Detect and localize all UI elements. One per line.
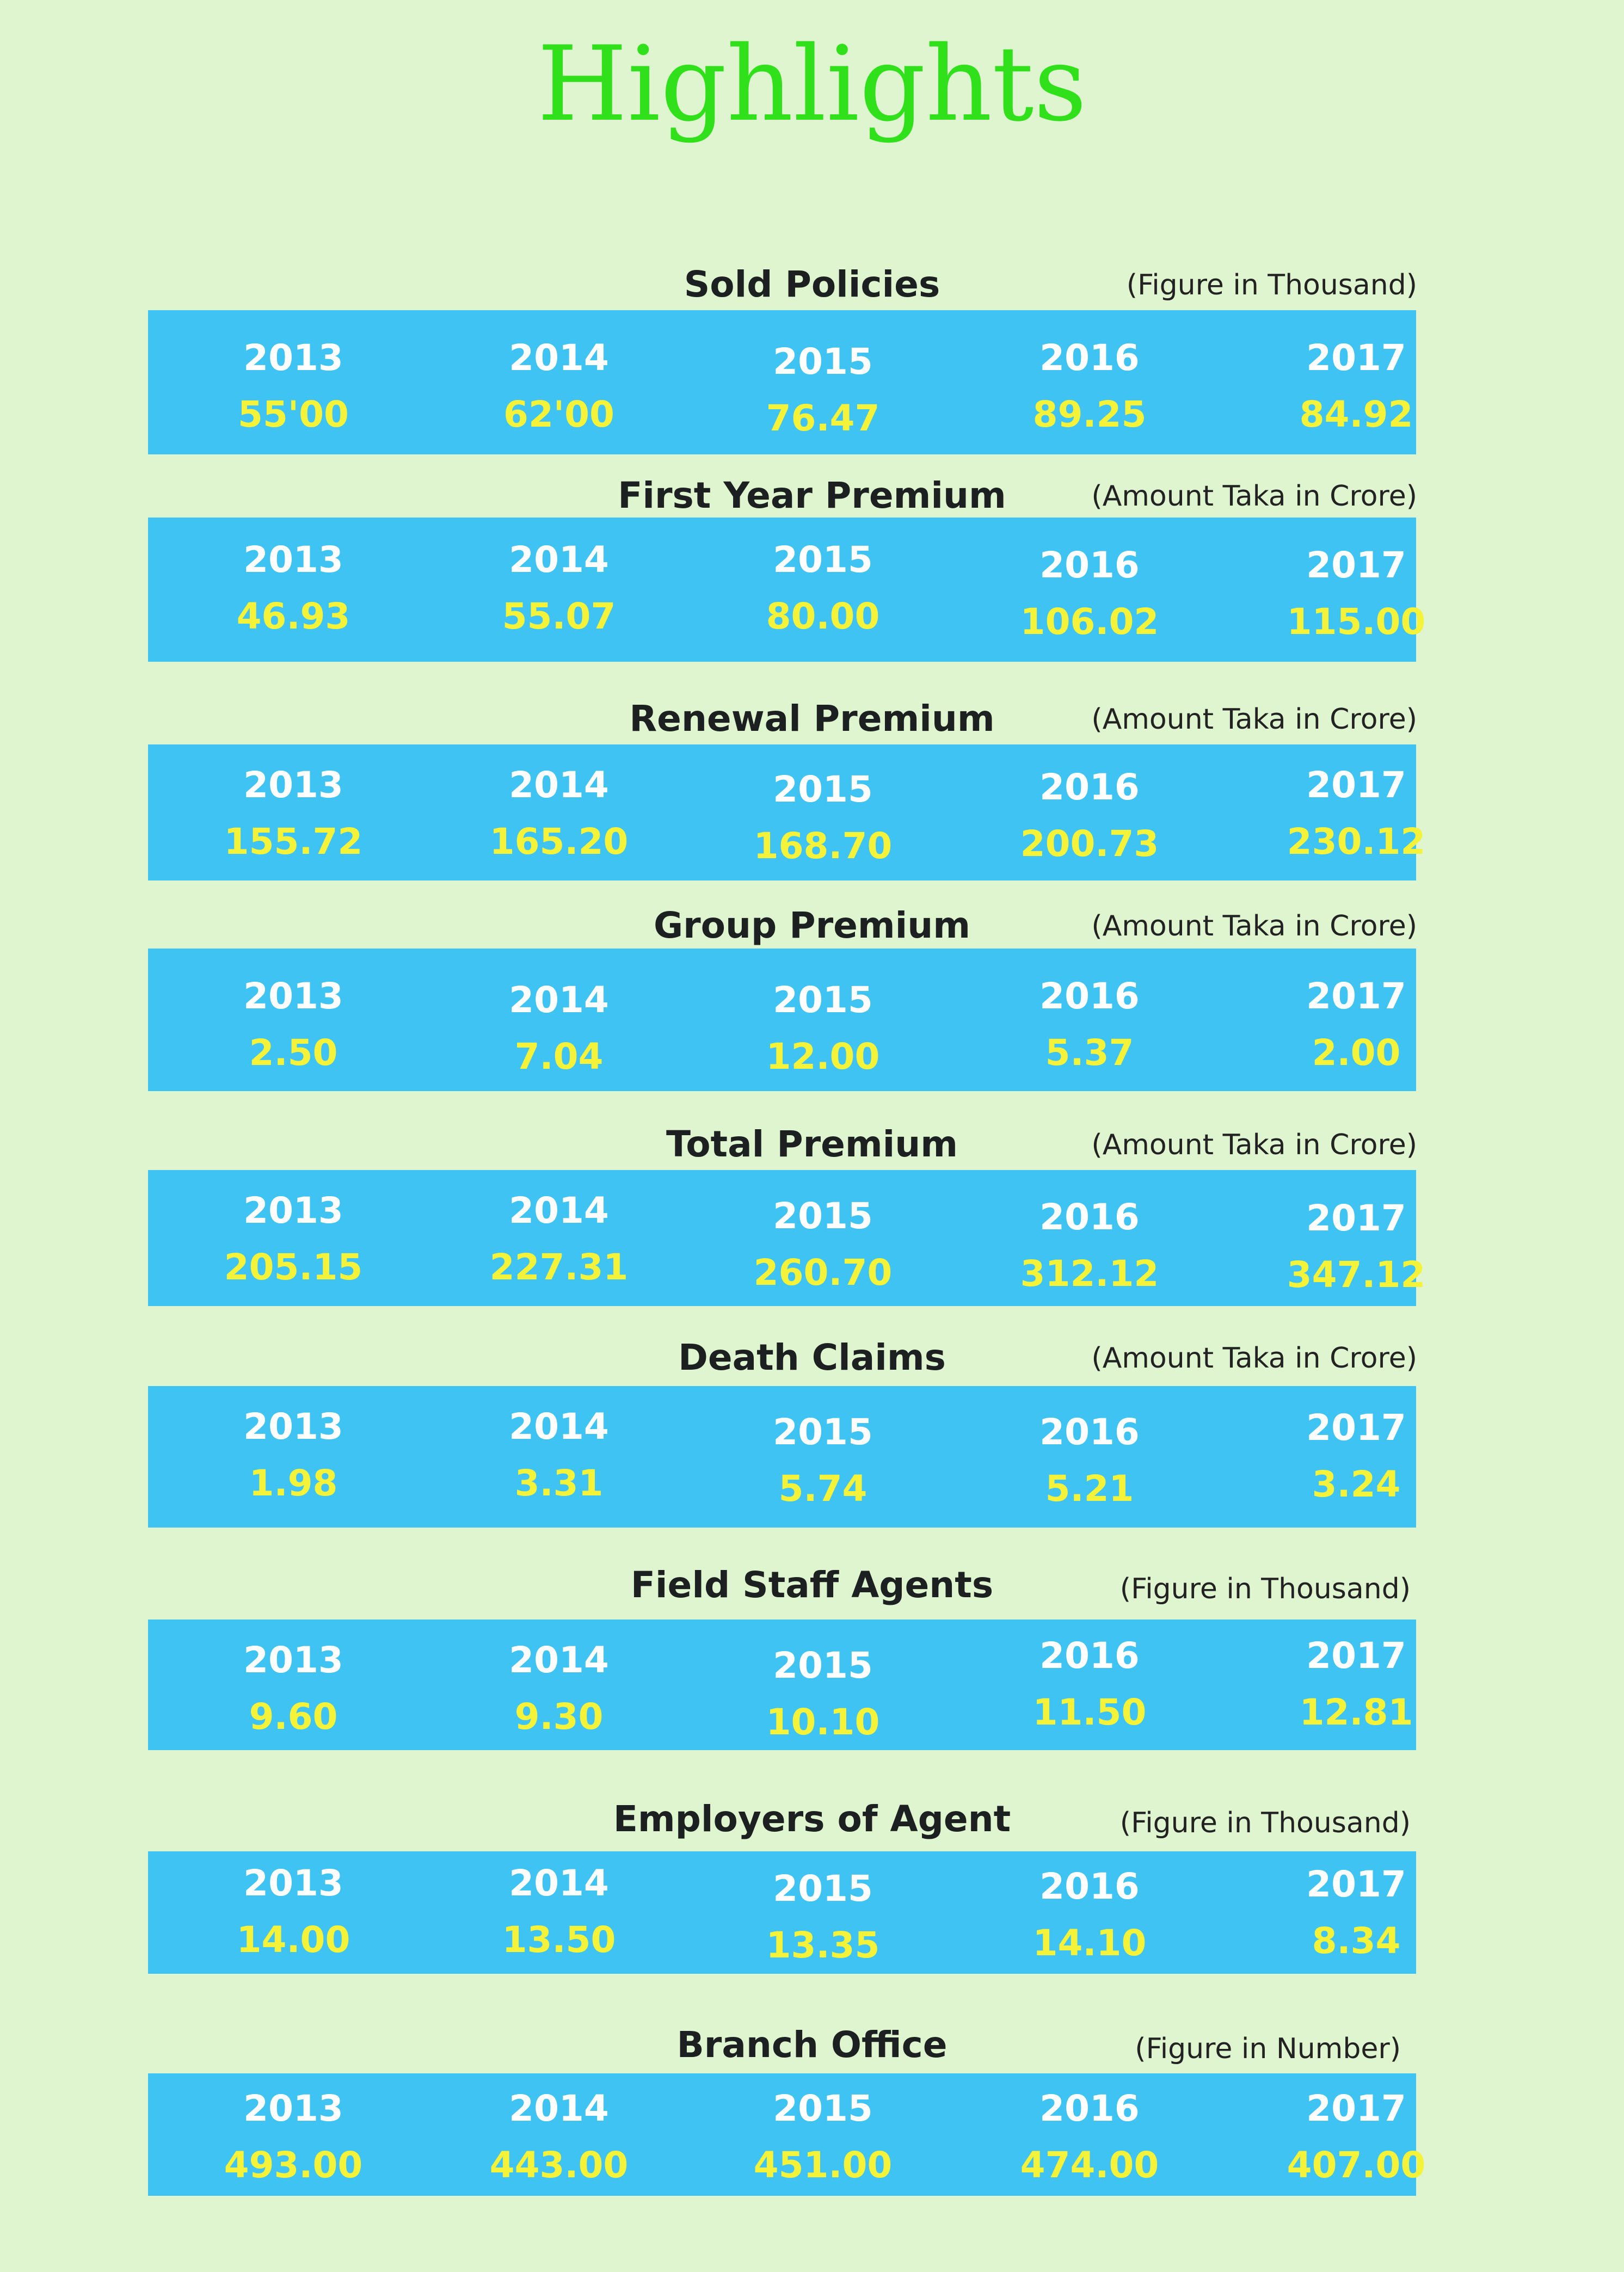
year-value: 62'00 xyxy=(503,393,614,435)
data-cell-2017 xyxy=(1247,1863,1465,1962)
year-value: 115.00 xyxy=(1287,601,1426,643)
data-band xyxy=(148,2073,1426,2196)
section-unit: (Amount Taka in Crore) xyxy=(1091,1342,1417,1375)
year-value: 5.21 xyxy=(1045,1468,1134,1510)
year-label: 2016 xyxy=(1039,1635,1140,1677)
year-label: 2016 xyxy=(1039,337,1140,379)
year-label: 2013 xyxy=(243,1190,343,1232)
data-cell-2014 xyxy=(450,1406,668,1504)
year-label: 2017 xyxy=(1306,2088,1406,2129)
year-value: 312.12 xyxy=(1020,1253,1159,1295)
section-heading: Employers of Agent xyxy=(613,1798,1011,1840)
data-cell-2013 xyxy=(184,1862,402,1961)
year-label: 2016 xyxy=(1039,544,1140,586)
year-value: 9.60 xyxy=(249,1696,338,1738)
year-value: 14.00 xyxy=(236,1919,350,1961)
section-unit: (Figure in Number) xyxy=(1135,2033,1401,2065)
year-label: 2015 xyxy=(773,539,873,581)
year-label: 2016 xyxy=(1039,975,1140,1017)
section-heading: Group Premium xyxy=(653,904,971,946)
data-cell-2014 xyxy=(450,1639,668,1738)
data-cell-2016 xyxy=(981,766,1198,865)
section-heading: Field Staff Agents xyxy=(630,1564,994,1606)
year-label: 2014 xyxy=(509,1639,609,1681)
year-label: 2014 xyxy=(509,1406,609,1448)
data-cell-2015 xyxy=(714,979,932,1077)
data-band xyxy=(148,518,1426,662)
data-cell-2016 xyxy=(981,544,1198,643)
data-cell-2016 xyxy=(981,1635,1198,1733)
section-unit: (Figure in Thousand) xyxy=(1119,1573,1411,1605)
year-value: 8.34 xyxy=(1312,1920,1401,1962)
year-value: 347.12 xyxy=(1287,1254,1426,1296)
year-label: 2014 xyxy=(509,539,609,581)
year-label: 2013 xyxy=(243,764,343,806)
year-value: 200.73 xyxy=(1020,823,1159,865)
year-value: 205.15 xyxy=(224,1246,363,1288)
year-label: 2013 xyxy=(243,337,343,379)
year-value: 5.37 xyxy=(1045,1032,1134,1074)
section-unit: (Amount Taka in Crore) xyxy=(1091,703,1417,736)
data-cell-2017 xyxy=(1247,975,1465,1074)
year-value: 7.04 xyxy=(514,1036,604,1077)
year-label: 2015 xyxy=(773,2088,873,2129)
section-heading: Renewal Premium xyxy=(629,698,995,740)
year-value: 230.12 xyxy=(1287,821,1426,863)
year-value: 10.10 xyxy=(766,1701,880,1743)
year-label: 2017 xyxy=(1306,1635,1406,1677)
year-value: 2.00 xyxy=(1312,1032,1401,1074)
year-value: 9.30 xyxy=(514,1696,604,1738)
year-label: 2016 xyxy=(1039,1196,1140,1238)
data-cell-2014 xyxy=(450,979,668,1077)
year-value: 155.72 xyxy=(224,821,363,863)
year-label: 2015 xyxy=(773,979,873,1021)
data-cell-2015 xyxy=(714,341,932,439)
year-label: 2016 xyxy=(1039,2088,1140,2129)
year-label: 2017 xyxy=(1306,1407,1406,1449)
year-value: 84.92 xyxy=(1299,393,1413,435)
section-unit: (Figure in Thousand) xyxy=(1119,1807,1411,1839)
year-value: 5.74 xyxy=(778,1468,868,1510)
data-cell-2013 xyxy=(184,539,402,637)
section-heading: First Year Premium xyxy=(618,475,1006,516)
data-cell-2015 xyxy=(714,1868,932,1966)
year-label: 2015 xyxy=(773,1195,873,1237)
year-label: 2016 xyxy=(1039,1411,1140,1453)
year-label: 2013 xyxy=(243,2088,343,2129)
data-cell-2015 xyxy=(714,539,932,637)
year-value: 14.10 xyxy=(1032,1922,1147,1964)
year-value: 89.25 xyxy=(1032,393,1147,435)
year-label: 2016 xyxy=(1039,1865,1140,1907)
year-label: 2013 xyxy=(243,975,343,1017)
data-cell-2017 xyxy=(1247,337,1465,435)
data-cell-2013 xyxy=(184,337,402,435)
data-cell-2014 xyxy=(450,764,668,863)
data-band xyxy=(148,310,1416,454)
year-label: 2014 xyxy=(509,337,609,379)
data-cell-2017 xyxy=(1247,1407,1465,1505)
year-value: 76.47 xyxy=(766,397,880,439)
data-cell-2017 xyxy=(1247,1197,1465,1296)
page-title: Highlights xyxy=(537,24,1087,144)
data-cell-2013 xyxy=(184,1190,402,1288)
data-cell-2014 xyxy=(450,1190,668,1288)
data-band xyxy=(148,744,1426,881)
year-value: 11.50 xyxy=(1032,1691,1147,1733)
data-band xyxy=(148,1170,1426,1306)
year-label: 2015 xyxy=(773,1645,873,1686)
year-value: 12.00 xyxy=(766,1036,880,1077)
data-cell-2017 xyxy=(1247,2088,1465,2186)
year-value: 13.35 xyxy=(766,1924,880,1966)
year-label: 2013 xyxy=(243,539,343,581)
section-unit: (Amount Taka in Crore) xyxy=(1091,910,1417,943)
year-value: 260.70 xyxy=(753,1252,893,1294)
year-value: 443.00 xyxy=(489,2144,629,2186)
year-value: 493.00 xyxy=(224,2144,363,2186)
data-cell-2017 xyxy=(1247,1635,1465,1733)
data-band xyxy=(148,949,1416,1091)
data-cell-2014 xyxy=(450,2088,668,2186)
data-cell-2013 xyxy=(184,975,402,1074)
year-value: 13.50 xyxy=(502,1919,616,1961)
year-label: 2014 xyxy=(509,979,609,1021)
year-label: 2013 xyxy=(243,1862,343,1904)
data-cell-2014 xyxy=(450,539,668,637)
data-cell-2015 xyxy=(714,1645,932,1743)
data-cell-2013 xyxy=(184,1406,402,1504)
year-label: 2017 xyxy=(1306,544,1406,586)
year-label: 2017 xyxy=(1306,1197,1406,1239)
year-label: 2017 xyxy=(1306,337,1406,379)
year-label: 2015 xyxy=(773,1411,873,1453)
data-cell-2015 xyxy=(714,1411,932,1510)
year-value: 46.93 xyxy=(236,595,350,637)
year-label: 2015 xyxy=(773,1868,873,1910)
year-value: 451.00 xyxy=(753,2144,893,2186)
year-value: 1.98 xyxy=(249,1462,338,1504)
year-label: 2015 xyxy=(773,768,873,810)
data-cell-2013 xyxy=(184,2088,402,2186)
section-unit: (Figure in Thousand) xyxy=(1126,269,1417,301)
year-label: 2013 xyxy=(243,1406,343,1448)
section-unit: (Amount Taka in Crore) xyxy=(1091,480,1417,513)
year-value: 2.50 xyxy=(249,1032,338,1074)
data-cell-2015 xyxy=(714,768,932,867)
year-value: 165.20 xyxy=(489,821,629,863)
data-band xyxy=(148,1851,1416,1974)
year-label: 2014 xyxy=(509,1862,609,1904)
year-label: 2014 xyxy=(509,764,609,806)
year-value: 474.00 xyxy=(1020,2144,1159,2186)
year-value: 3.24 xyxy=(1312,1463,1401,1505)
data-cell-2016 xyxy=(981,2088,1198,2186)
data-cell-2017 xyxy=(1247,764,1465,863)
year-value: 227.31 xyxy=(489,1246,629,1288)
year-label: 2013 xyxy=(243,1639,343,1681)
section-unit: (Amount Taka in Crore) xyxy=(1091,1129,1417,1161)
year-label: 2014 xyxy=(509,2088,609,2129)
section-heading: Sold Policies xyxy=(684,263,940,305)
data-band xyxy=(148,1620,1416,1750)
year-value: 3.31 xyxy=(514,1462,604,1504)
year-label: 2017 xyxy=(1306,975,1406,1017)
data-cell-2016 xyxy=(981,1865,1198,1964)
data-cell-2015 xyxy=(714,1195,932,1294)
section-heading: Death Claims xyxy=(678,1337,946,1378)
section-heading: Branch Office xyxy=(676,2024,948,2066)
data-cell-2013 xyxy=(184,764,402,863)
year-label: 2015 xyxy=(773,341,873,383)
data-cell-2014 xyxy=(450,337,668,435)
data-band xyxy=(148,1386,1416,1528)
data-cell-2015 xyxy=(714,2088,932,2186)
year-value: 407.00 xyxy=(1287,2144,1426,2186)
data-cell-2016 xyxy=(981,1196,1198,1295)
data-cell-2016 xyxy=(981,337,1198,435)
year-value: 80.00 xyxy=(766,595,880,637)
data-cell-2016 xyxy=(981,975,1198,1074)
year-value: 168.70 xyxy=(753,825,893,867)
year-value: 12.81 xyxy=(1299,1691,1413,1733)
year-label: 2014 xyxy=(509,1190,609,1232)
data-cell-2016 xyxy=(981,1411,1198,1510)
section-heading: Total Premium xyxy=(666,1123,958,1165)
year-value: 55.07 xyxy=(502,595,616,637)
year-value: 106.02 xyxy=(1020,601,1159,643)
data-cell-2013 xyxy=(184,1639,402,1738)
year-label: 2016 xyxy=(1039,766,1140,808)
year-label: 2017 xyxy=(1306,1863,1406,1905)
year-value: 55'00 xyxy=(238,393,349,435)
data-cell-2017 xyxy=(1247,544,1465,643)
year-label: 2017 xyxy=(1306,764,1406,806)
data-cell-2014 xyxy=(450,1862,668,1961)
